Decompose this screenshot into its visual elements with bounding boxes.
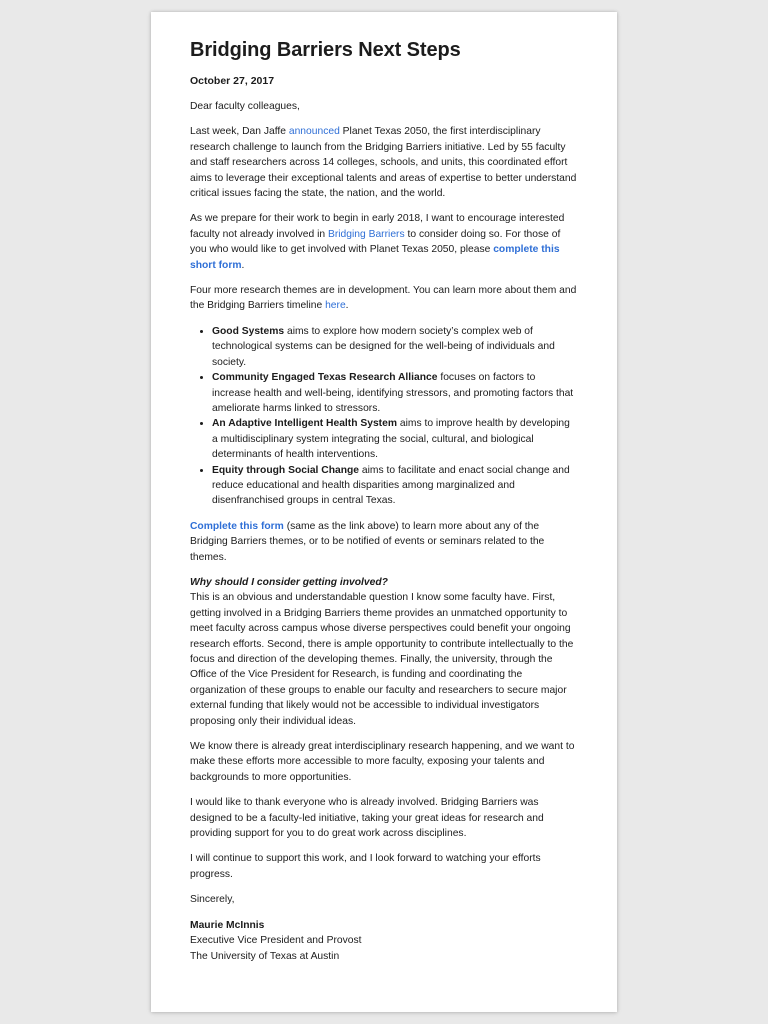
p1-text-post: Planet Texas 2050, the first interdisciplinary research challenge to launch from the Bridging Barriers initiative. Led by 55 faculty and staff researchers across 14 colleges, schools, and units, this coordinated effort aims to leverage their exceptional talents and areas of expertise to better understand critical issues facing the state, the nation, and the world. bbox=[190, 126, 577, 200]
p3-text-post: . bbox=[345, 300, 349, 312]
signature-block bbox=[190, 918, 577, 964]
p2-text-mid: to consider doing so. For those of you who would like to get involved with Planet Texas 2050, please bbox=[190, 228, 561, 256]
complete-form-link[interactable]: Complete this form bbox=[190, 520, 284, 532]
timeline-here-link[interactable]: here bbox=[325, 300, 346, 312]
paragraph-thanks: I would like to thank everyone who is already involved. Bridging Barriers was designed to be a faculty-led initiative, taking your great ideas for research and providing support for you to do great work across disciplines. bbox=[190, 797, 544, 840]
salutation: Dear faculty colleagues, bbox=[190, 101, 300, 112]
paragraph-complete-form bbox=[190, 519, 577, 565]
list-item bbox=[212, 370, 577, 416]
signature-title: Executive Vice President and Provost bbox=[190, 935, 362, 947]
theme-name: An Adaptive Intelligent Health System bbox=[212, 418, 397, 430]
letter-date: October 27, 2017 bbox=[190, 75, 275, 87]
theme-desc: aims to explore how modern society’s complex web of technological systems can be designed for the well-being of individuals and society. bbox=[212, 325, 555, 368]
paragraph-themes-intro bbox=[190, 283, 577, 314]
theme-name: Good Systems bbox=[212, 325, 285, 337]
list-item bbox=[212, 463, 577, 509]
paragraph-encourage bbox=[190, 211, 577, 273]
p2-text-post: . bbox=[241, 259, 245, 271]
p4-text-post: (same as the link above) to learn more about any of the Bridging Barriers themes, or to be notified of events or seminars related to the themes. bbox=[190, 520, 545, 563]
closing: Sincerely, bbox=[190, 894, 235, 906]
page-title: Bridging Barriers Next Steps bbox=[190, 39, 461, 61]
theme-desc: aims to facilitate and enact social change and reduce educational and health disparities among marginalized and disenfranchised groups in central Texas. bbox=[212, 464, 570, 507]
bridging-barriers-link[interactable]: Bridging Barriers bbox=[327, 228, 405, 240]
short-form-link[interactable]: complete this short form bbox=[190, 244, 560, 271]
theme-desc: focuses on factors to increase health and well-being, identifying stressors, and promoting factors that ameliorate harms linked to stressors. bbox=[212, 372, 574, 414]
p2-text-pre: As we prepare for their work to begin in early 2018, I want to encourage interested faculty not already involved in bbox=[190, 213, 565, 240]
p1-text-pre: Last week, Dan Jaffe bbox=[190, 126, 289, 138]
signature-org: The University of Texas at Austin bbox=[190, 950, 340, 962]
list-item bbox=[212, 416, 577, 462]
p3-text-pre: Four more research themes are in development. You can learn more about them and the Bridging Barriers timeline bbox=[190, 285, 577, 312]
theme-name: Equity through Social Change bbox=[212, 464, 360, 476]
list-item bbox=[212, 324, 577, 370]
why-body: This is an obvious and understandable question I know some faculty have. First, getting involved in a Bridging Barriers theme provides an unmatched opportunity to meet faculty across campus whose diverse perspectives could benefit your ongoing research efforts. Second, there is ample opportunity to contribute intellectually to the focus and direction of the developing themes. Finally, the university, through the Office of the Vice President for Research, is funding and coordinating the organization of these groups to enable our faculty and researchers to secure major external funding that likely would not be accessible to individual investigators proposing only their individual ideas. bbox=[190, 592, 574, 727]
paragraph-interdisciplinary: We know there is already great interdisciplinary research happening, and we want to make these efforts more accessible to more faculty, exposing your talents and backgrounds to more opportunities. bbox=[190, 741, 575, 783]
why-heading: Why should I consider getting involved? bbox=[190, 576, 388, 588]
theme-name: Community Engaged Texas Research Alliance bbox=[212, 372, 438, 384]
paragraph-support: I will continue to support this work, and I look forward to watching your efforts progress. bbox=[190, 853, 541, 880]
paragraph-why bbox=[190, 575, 577, 729]
paragraph-announcement bbox=[190, 124, 577, 201]
theme-desc: aims to improve health by developing a multidisciplinary system integrating the social, cultural, and biological determinants of health interventions. bbox=[212, 418, 570, 461]
themes-list bbox=[190, 324, 577, 509]
announced-link[interactable]: announced bbox=[288, 126, 340, 138]
signature-name: Maurie McInnis bbox=[190, 919, 265, 931]
letter-page bbox=[151, 12, 617, 1012]
